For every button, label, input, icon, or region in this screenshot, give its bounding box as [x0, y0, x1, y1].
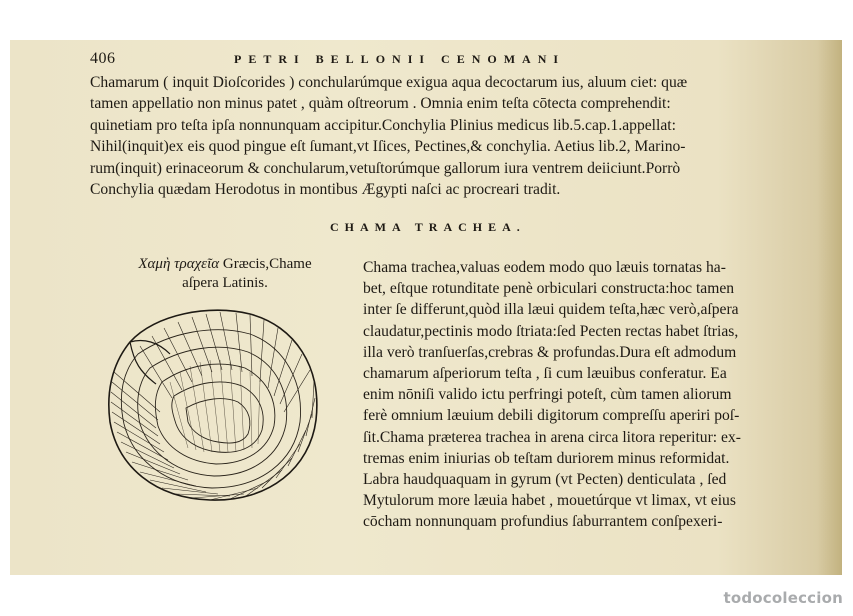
text-line: Mytulorum more læuia habet , mouetúrque vt limax, vt eius [363, 492, 736, 510]
watermark: todocoleccion [723, 589, 843, 607]
caption-greek: Χαμὴ τραχεῖα [138, 256, 220, 272]
text-line: enim nōniſi valido ictu perfringi poteſt, cùm tamen aliorum [363, 386, 732, 404]
text-line: tremas enim iniurias ob teſtam duriorem minus reformidat. [363, 449, 730, 467]
text-line: illa verò tranſuerſas,crebras & profundas.Dura eſt admodum [363, 343, 737, 361]
text-line: Conchylia quædam Herodotus in montibus Ægypti naſci ac procreari tradit. [90, 181, 561, 199]
text-line: cōcham nonnunquam profundius ſaburrantem conſpexeri- [363, 513, 723, 531]
text-line: ſit.Chama præterea trachea in arena circa litora reperitur: ex- [363, 428, 741, 446]
caption-line-1 [100, 255, 350, 274]
text-line: claudatur,pectinis modo ſtriata:ſed Pecten rectas habet ſtrias, [363, 322, 739, 340]
text-line: ferè omnium læuium debili digitorum compreſſu aperiri poſ- [363, 407, 740, 425]
text-line: inter ſe differunt,quòd illa læui quidem teſta,hæc verò,aſpera [363, 301, 739, 319]
book-page [10, 40, 842, 575]
section-title: CHAMA TRACHEA. [330, 220, 526, 234]
text-line: Chama trachea,valuas eodem modo quo læuis tornatas ha- [363, 259, 726, 276]
intro-paragraph [90, 72, 825, 200]
text-line: quinetiam pro teſta ipſa nonnunquam accipitur.Conchylia Plinius medicus lib.5.cap.1.appellat: [90, 116, 676, 134]
text-line: tamen appellatio non minus patet , quàm oſtreorum . Omnia enim teſta cōtecta comprehendit: [90, 95, 671, 113]
running-head: PETRI BELLONII CENOMANI [234, 52, 566, 66]
figure-caption [100, 255, 350, 293]
text-line: rum(inquit) erinaceorum & conchularum,vetuſtorúmque gallorum iura ventrem deiiciunt.Porrò [90, 159, 681, 177]
page-number: 406 [90, 50, 116, 67]
text-line: Chamarum ( inquit Dioſcorides ) conchularúmque exigua aqua decoctarum ius, aluum ciet: quæ [90, 74, 688, 91]
text-line: chamarum aſperiorum teſta , ſi cum læuibus conferatur. Ea [363, 365, 727, 383]
caption-line-2: aſpera Latinis. [182, 275, 268, 291]
caption-latin: Græcis,Chame [219, 256, 312, 272]
text-line: Labra haudquaquam in gyrum (vt Pecten) denticulata , ſed [363, 471, 727, 489]
clam-shell-woodcut [100, 302, 322, 507]
body-paragraph [363, 257, 833, 533]
text-line: bet, eſtque rotunditate penè orbiculari constructa:hoc tamen [363, 280, 735, 298]
text-line: Nihil(inquit)ex eis quod pingue eſt ſumant,vt Iſices, Pectines,& conchylia. Aetius lib.2, Marino- [90, 138, 686, 156]
